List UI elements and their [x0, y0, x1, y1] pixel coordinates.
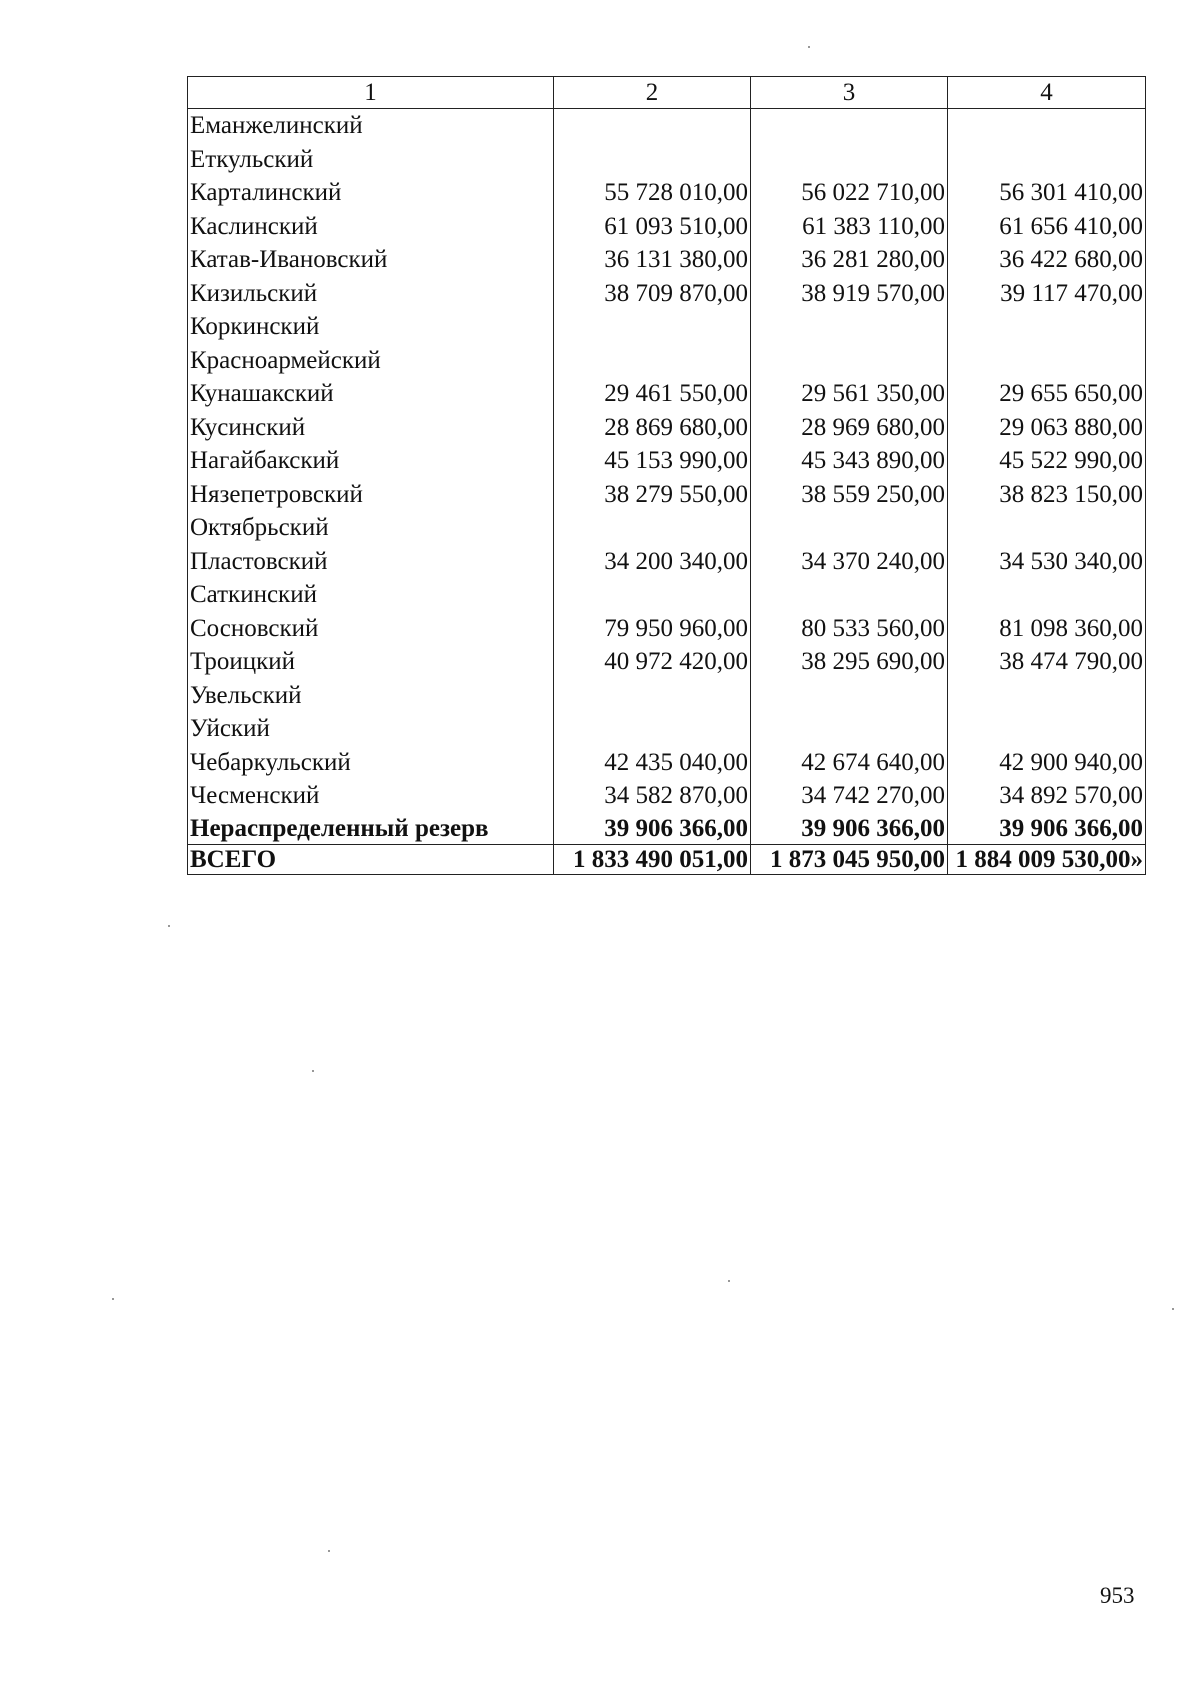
- total-col-4: 1 884 009 530,00»: [948, 844, 1146, 874]
- district-name: Нагайбакский: [188, 444, 554, 478]
- value-col-3: 56 022 710,00: [751, 176, 948, 210]
- value-col-4: [948, 578, 1146, 612]
- table-row: [188, 143, 1146, 177]
- value-col-4: 38 823 150,00: [948, 478, 1146, 512]
- table-row: [188, 411, 1146, 445]
- value-col-2: 28 869 680,00: [554, 411, 751, 445]
- value-col-2: [554, 679, 751, 713]
- value-col-2: [554, 344, 751, 378]
- value-col-3: 28 969 680,00: [751, 411, 948, 445]
- scan-speck: [328, 1550, 330, 1552]
- table-row: [188, 746, 1146, 780]
- value-col-3: 34 370 240,00: [751, 545, 948, 579]
- value-col-2: 34 582 870,00: [554, 779, 751, 813]
- district-name: Катав-Ивановский: [188, 243, 554, 277]
- column-header-3: 3: [751, 77, 948, 109]
- value-col-2: 29 461 550,00: [554, 377, 751, 411]
- scan-speck: [728, 1280, 730, 1282]
- total-row: [188, 844, 1146, 874]
- district-name: Пластовский: [188, 545, 554, 579]
- value-col-2: [554, 712, 751, 746]
- table-row: [188, 109, 1146, 143]
- value-col-2: [554, 578, 751, 612]
- value-col-2: [554, 511, 751, 545]
- reserve-label: Нераспределенный резерв: [188, 813, 554, 845]
- value-col-3: 45 343 890,00: [751, 444, 948, 478]
- table-row: [188, 612, 1146, 646]
- table-body: [188, 109, 1146, 875]
- district-name: Троицкий: [188, 645, 554, 679]
- value-col-3: [751, 143, 948, 177]
- district-name: Коркинский: [188, 310, 554, 344]
- district-name: Чебаркульский: [188, 746, 554, 780]
- value-col-3: 42 674 640,00: [751, 746, 948, 780]
- value-col-4: 29 063 880,00: [948, 411, 1146, 445]
- value-col-3: 38 295 690,00: [751, 645, 948, 679]
- table-row: [188, 310, 1146, 344]
- table-row: [188, 545, 1146, 579]
- value-col-4: 61 656 410,00: [948, 210, 1146, 244]
- reserve-row: [188, 813, 1146, 845]
- value-col-3: 34 742 270,00: [751, 779, 948, 813]
- value-col-4: [948, 143, 1146, 177]
- value-col-4: 29 655 650,00: [948, 377, 1146, 411]
- value-col-2: [554, 109, 751, 143]
- total-label: ВСЕГО: [188, 844, 554, 874]
- value-col-4: 45 522 990,00: [948, 444, 1146, 478]
- table-row: [188, 712, 1146, 746]
- value-col-4: [948, 109, 1146, 143]
- value-col-3: [751, 511, 948, 545]
- value-col-3: 36 281 280,00: [751, 243, 948, 277]
- value-col-2: [554, 310, 751, 344]
- value-col-2: 45 153 990,00: [554, 444, 751, 478]
- table-row: [188, 779, 1146, 813]
- table-row: [188, 645, 1146, 679]
- table-row: [188, 377, 1146, 411]
- column-header-2: 2: [554, 77, 751, 109]
- value-col-2: 39 906 366,00: [554, 813, 751, 845]
- district-name: Чесменский: [188, 779, 554, 813]
- scan-speck: [808, 46, 810, 48]
- total-col-3: 1 873 045 950,00: [751, 844, 948, 874]
- district-name: Увельский: [188, 679, 554, 713]
- table-row: [188, 511, 1146, 545]
- district-name: Красноармейский: [188, 344, 554, 378]
- value-col-4: 81 098 360,00: [948, 612, 1146, 646]
- value-col-2: 38 279 550,00: [554, 478, 751, 512]
- page-number: 953: [1100, 1583, 1135, 1608]
- scan-speck: [1172, 1308, 1174, 1310]
- district-name: Уйский: [188, 712, 554, 746]
- scan-speck: [312, 1070, 314, 1072]
- value-col-2: 55 728 010,00: [554, 176, 751, 210]
- total-col-2: 1 833 490 051,00: [554, 844, 751, 874]
- value-col-3: [751, 109, 948, 143]
- table-row: [188, 344, 1146, 378]
- district-name: Сосновский: [188, 612, 554, 646]
- value-col-4: [948, 344, 1146, 378]
- district-name: Еткульский: [188, 143, 554, 177]
- value-col-2: 36 131 380,00: [554, 243, 751, 277]
- table-row: [188, 243, 1146, 277]
- table-row: [188, 478, 1146, 512]
- table-header-row: [188, 77, 1146, 109]
- value-col-3: 80 533 560,00: [751, 612, 948, 646]
- value-col-3: [751, 310, 948, 344]
- value-col-2: 79 950 960,00: [554, 612, 751, 646]
- value-col-2: 42 435 040,00: [554, 746, 751, 780]
- value-col-2: 38 709 870,00: [554, 277, 751, 311]
- scan-speck: [112, 1298, 114, 1300]
- value-col-4: 42 900 940,00: [948, 746, 1146, 780]
- value-col-4: 34 892 570,00: [948, 779, 1146, 813]
- district-name: Еманжелинский: [188, 109, 554, 143]
- value-col-3: [751, 578, 948, 612]
- district-name: Нязепетровский: [188, 478, 554, 512]
- value-col-2: 40 972 420,00: [554, 645, 751, 679]
- table-row: [188, 210, 1146, 244]
- scan-speck: [168, 925, 170, 927]
- district-name: Каслинский: [188, 210, 554, 244]
- district-name: Октябрьский: [188, 511, 554, 545]
- column-header-4: 4: [948, 77, 1146, 109]
- table-row: [188, 578, 1146, 612]
- value-col-3: 38 559 250,00: [751, 478, 948, 512]
- column-header-1: 1: [188, 77, 554, 109]
- value-col-3: [751, 344, 948, 378]
- value-col-4: [948, 679, 1146, 713]
- district-name: Кусинский: [188, 411, 554, 445]
- value-col-4: 39 117 470,00: [948, 277, 1146, 311]
- value-col-4: 38 474 790,00: [948, 645, 1146, 679]
- value-col-4: 39 906 366,00: [948, 813, 1146, 845]
- district-name: Саткинский: [188, 578, 554, 612]
- value-col-3: 38 919 570,00: [751, 277, 948, 311]
- value-col-2: 34 200 340,00: [554, 545, 751, 579]
- value-col-4: [948, 511, 1146, 545]
- table-row: [188, 679, 1146, 713]
- value-col-2: [554, 143, 751, 177]
- value-col-4: [948, 712, 1146, 746]
- value-col-3: [751, 712, 948, 746]
- district-name: Кунашакский: [188, 377, 554, 411]
- value-col-2: 61 093 510,00: [554, 210, 751, 244]
- value-col-4: 36 422 680,00: [948, 243, 1146, 277]
- value-col-4: [948, 310, 1146, 344]
- table-row: [188, 277, 1146, 311]
- value-col-3: [751, 679, 948, 713]
- table-row: [188, 444, 1146, 478]
- budget-table: [187, 76, 1146, 875]
- value-col-3: 39 906 366,00: [751, 813, 948, 845]
- table-row: [188, 176, 1146, 210]
- value-col-4: 56 301 410,00: [948, 176, 1146, 210]
- value-col-3: 61 383 110,00: [751, 210, 948, 244]
- district-name: Карталинский: [188, 176, 554, 210]
- district-name: Кизильский: [188, 277, 554, 311]
- value-col-3: 29 561 350,00: [751, 377, 948, 411]
- value-col-4: 34 530 340,00: [948, 545, 1146, 579]
